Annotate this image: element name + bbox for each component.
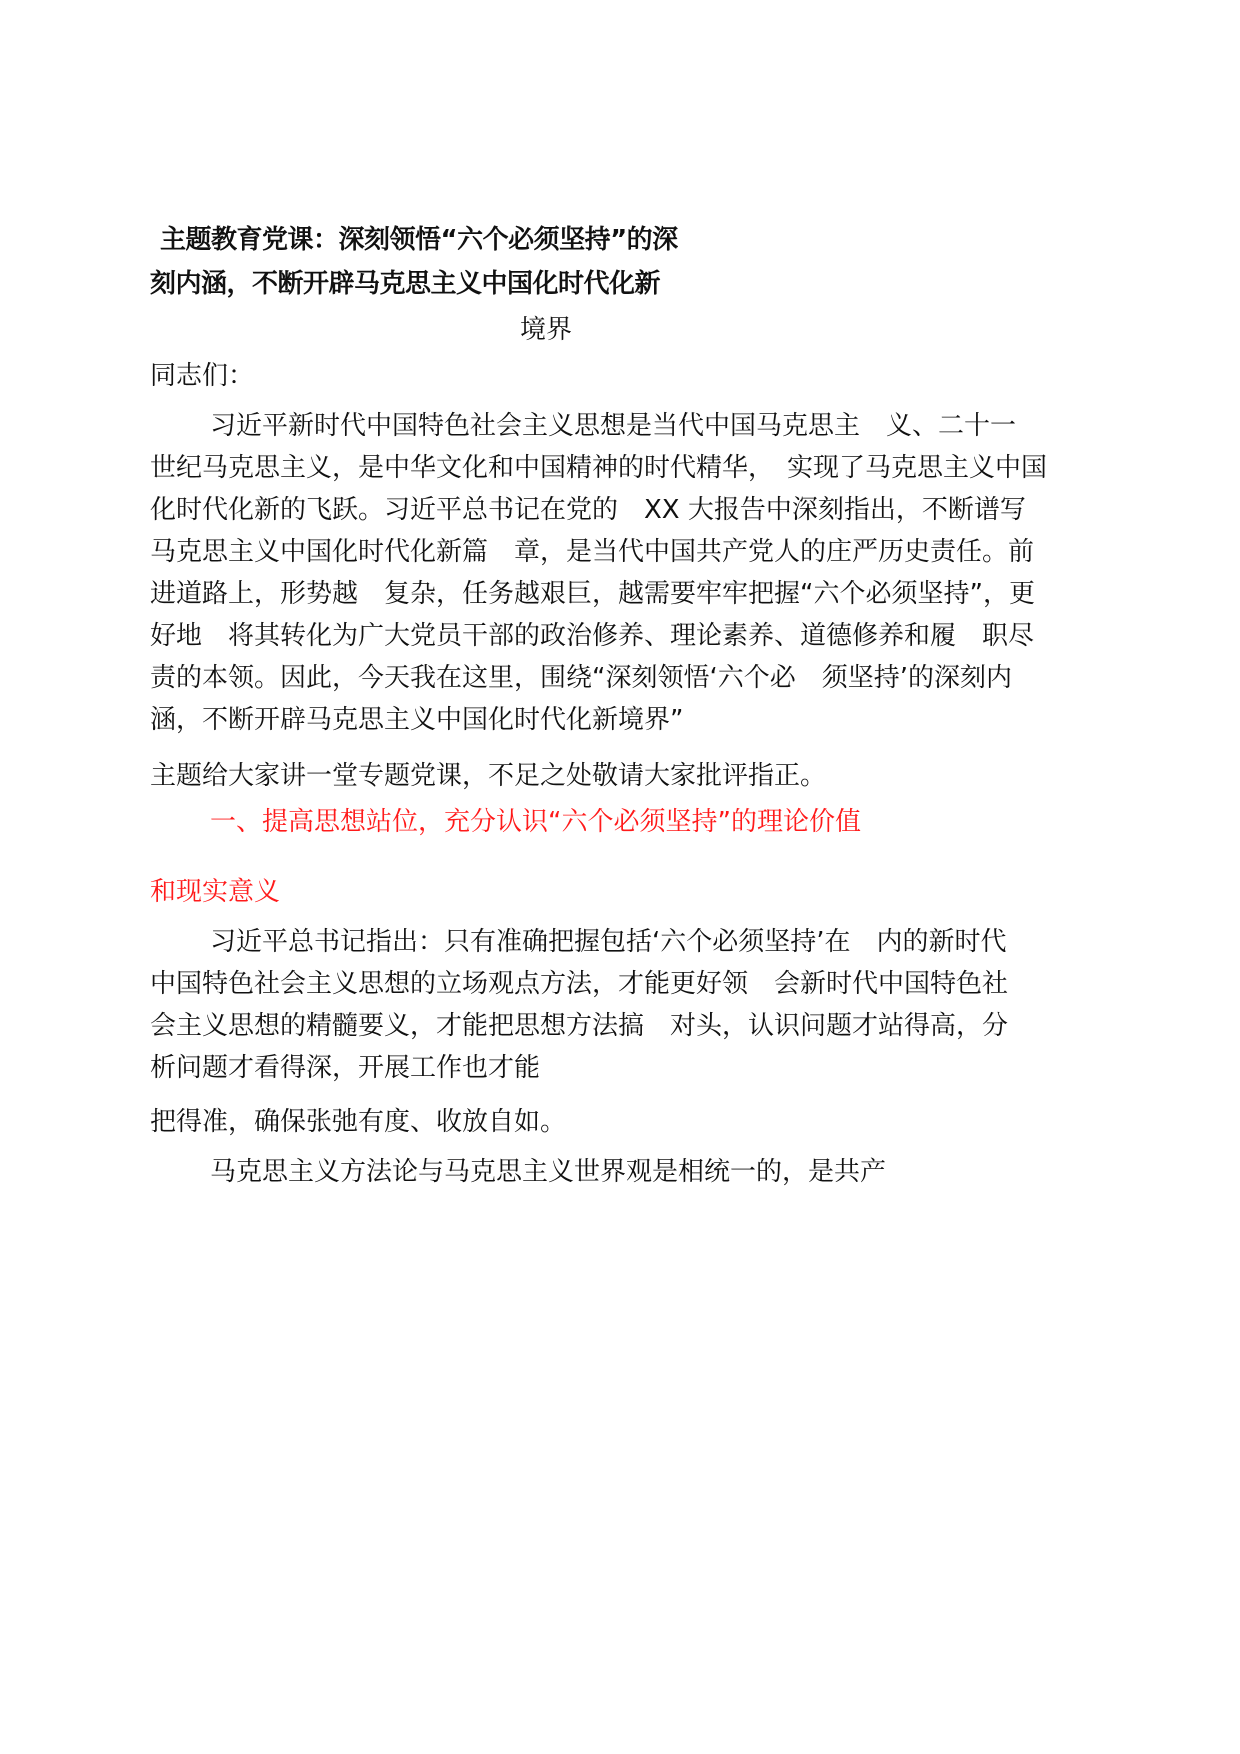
paragraph-1-line: 习近平新时代中国特色社会主义思想是当代中国马克思主 义、二十一 — [210, 411, 1017, 441]
paragraph-1-line: 责的本领。因此，今天我在这里，围绕“深刻领悟‘六个必 须坚持’的深刻内 — [150, 663, 1012, 693]
section-1-heading-line-1: 一、提高思想站位，充分认识“六个必须坚持”的理论价值 — [210, 807, 861, 837]
paragraph-3-line: 马克思主义方法论与马克思主义世界观是相统一的，是共产 — [210, 1157, 887, 1187]
section-1-heading-line-2: 和现实意义 — [150, 877, 281, 907]
paragraph-2-end: 把得准，确保张弛有度、收放自如。 — [150, 1107, 567, 1137]
paragraph-2-line: 习近平总书记指出：只有准确把握包括‘六个必须坚持’在 内的新时代 — [210, 927, 1007, 957]
document-title-line-1: 主题教育党课：深刻领悟“六个必须坚持”的深 — [160, 225, 678, 255]
document-title-line-3: 境界 — [520, 315, 573, 345]
paragraph-1-line: 进道路上，形势越 复杂，任务越艰巨，越需要牢牢把握“六个必须坚持”，更 — [150, 579, 1035, 609]
paragraph-1-line: 马克思主义中国化时代化新篇 章，是当代中国共产党人的庄严历史责任。前 — [150, 537, 1035, 567]
paragraph-1-line: 化时代化新的飞跃。习近平总书记在党的 XX 大报告中深刻指出，不断谱写 — [150, 495, 1026, 525]
greeting: 同志们： — [150, 361, 255, 391]
paragraph-2-line: 会主义思想的精髓要义，才能把思想方法搞 对头，认识问题才站得高，分 — [150, 1011, 1009, 1041]
paragraph-2-line: 中国特色社会主义思想的立场观点方法，才能更好领 会新时代中国特色社 — [150, 969, 1009, 999]
paragraph-1-line: 世纪马克思主义，是中华文化和中国精神的时代精华， 实现了马克思主义中国 — [150, 453, 1048, 483]
document-title-line-2: 刻内涵，不断开辟马克思主义中国化时代化新 — [150, 269, 661, 299]
paragraph-1-end: 主题给大家讲一堂专题党课，不足之处敬请大家批评指正。 — [150, 761, 827, 791]
paragraph-1-line: 好地 将其转化为广大党员干部的政治修养、理论素养、道德修养和履 职尽 — [150, 621, 1035, 651]
paragraph-2-line: 析问题才看得深，开展工作也才能 — [150, 1053, 541, 1083]
paragraph-1-line: 涵，不断开辟马克思主义中国化时代化新境界” — [150, 705, 684, 735]
